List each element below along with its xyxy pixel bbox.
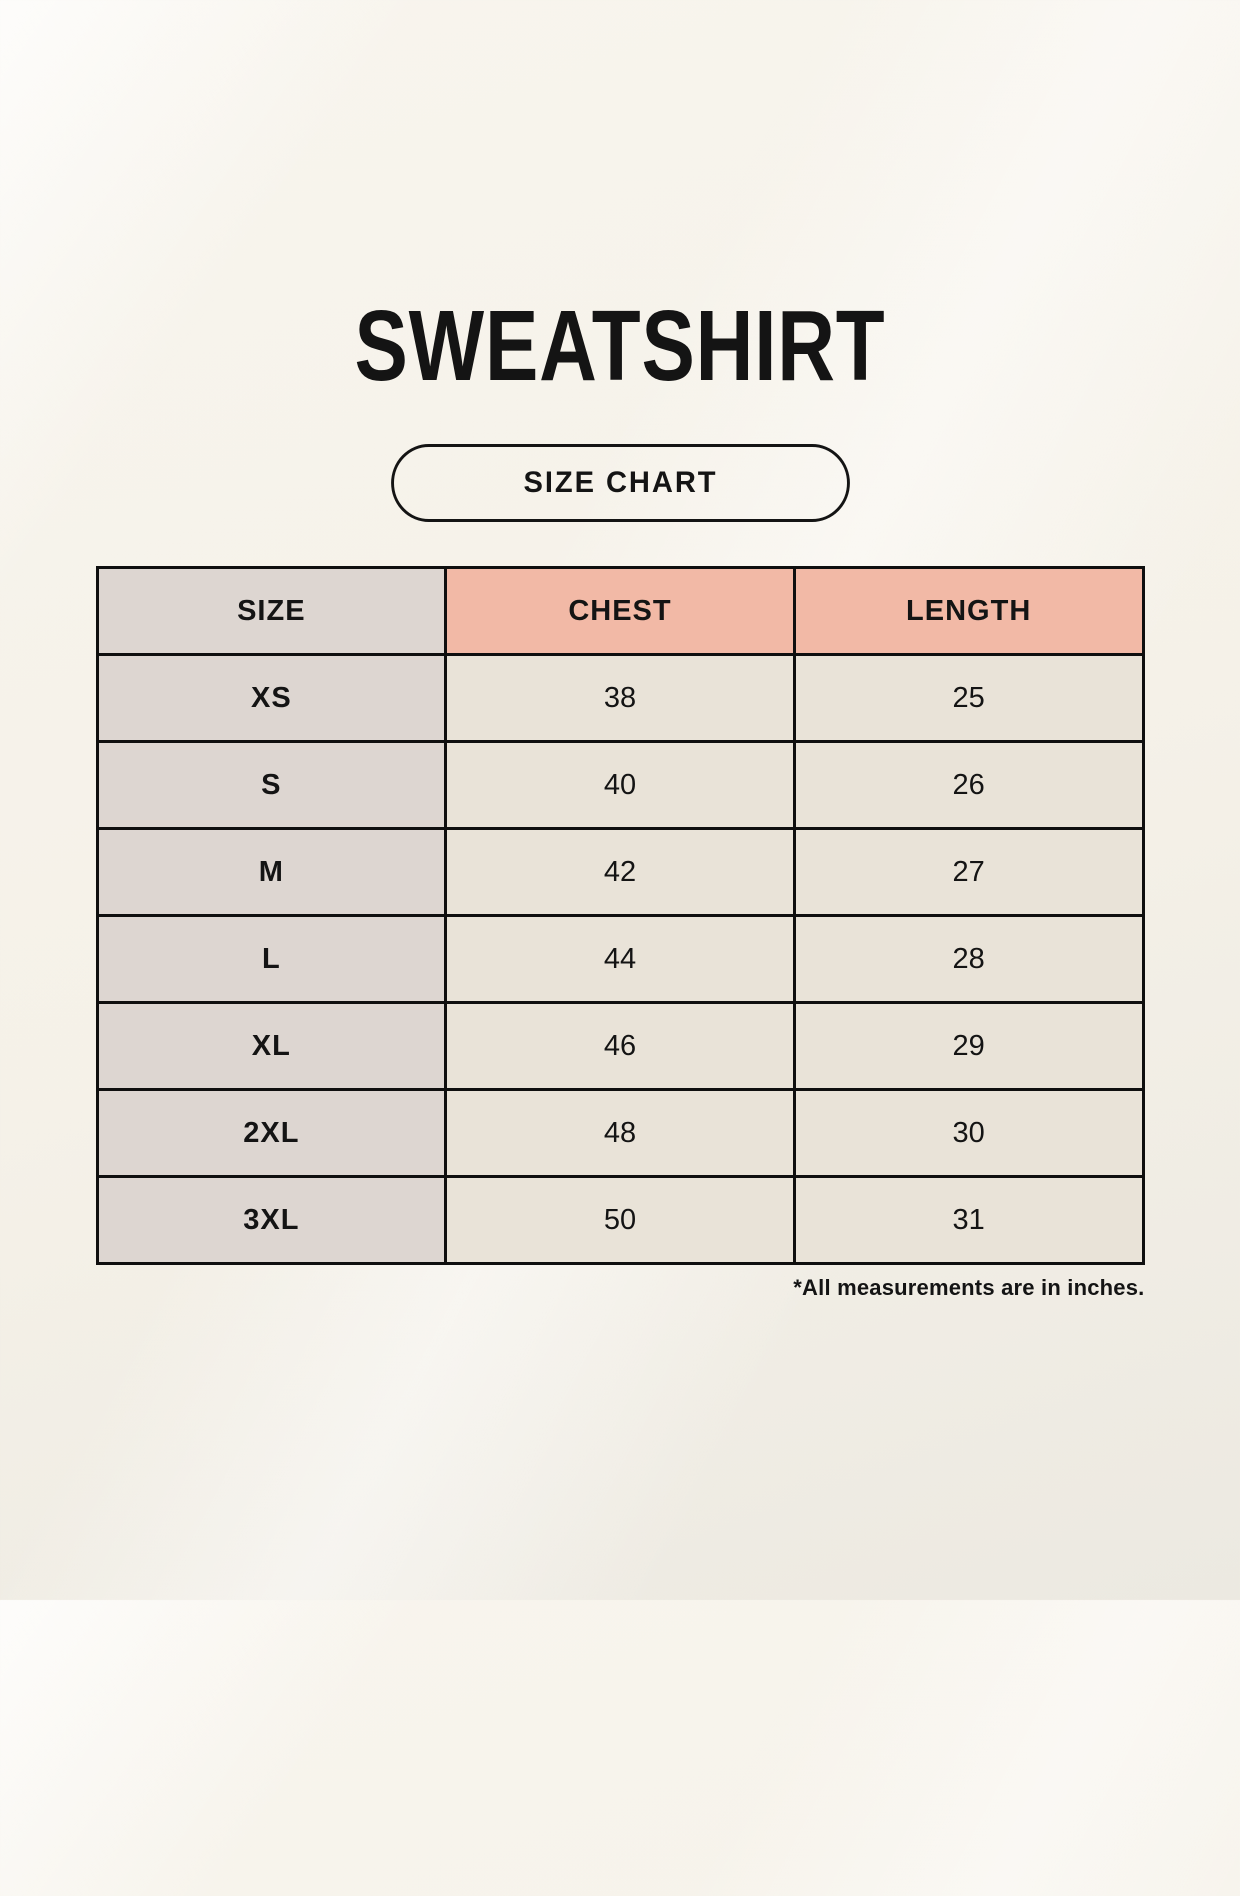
column-header-chest: CHEST xyxy=(446,568,795,655)
size-label: 3XL xyxy=(97,1177,446,1264)
table-row xyxy=(97,655,1143,742)
length-value: 25 xyxy=(794,655,1143,742)
table-row xyxy=(97,742,1143,829)
size-chart-table xyxy=(96,566,1145,1265)
length-value: 28 xyxy=(794,916,1143,1003)
length-value: 30 xyxy=(794,1090,1143,1177)
chest-value: 42 xyxy=(446,829,795,916)
table-header-row xyxy=(97,568,1143,655)
measurements-footnote: *All measurements are in inches. xyxy=(793,1275,1145,1300)
length-value: 27 xyxy=(794,829,1143,916)
length-value: 31 xyxy=(794,1177,1143,1264)
page-title: SWEATSHIRT xyxy=(354,290,886,402)
size-label: XL xyxy=(97,1003,446,1090)
table-row xyxy=(97,1003,1143,1090)
table-row xyxy=(97,1177,1143,1264)
chest-value: 48 xyxy=(446,1090,795,1177)
size-label: XS xyxy=(97,655,446,742)
table-row xyxy=(97,1090,1143,1177)
table-row xyxy=(97,916,1143,1003)
size-chart-button-label: SIZE CHART xyxy=(523,466,717,499)
chest-value: 50 xyxy=(446,1177,795,1264)
chest-value: 40 xyxy=(446,742,795,829)
size-chart-button[interactable] xyxy=(391,444,850,522)
size-label: L xyxy=(97,916,446,1003)
size-label: S xyxy=(97,742,446,829)
length-value: 26 xyxy=(794,742,1143,829)
size-chart-table-container xyxy=(96,566,1145,1265)
chest-value: 46 xyxy=(446,1003,795,1090)
column-header-size: SIZE xyxy=(97,568,446,655)
size-label: M xyxy=(97,829,446,916)
table-row xyxy=(97,829,1143,916)
size-label: 2XL xyxy=(97,1090,446,1177)
chest-value: 38 xyxy=(446,655,795,742)
column-header-length: LENGTH xyxy=(794,568,1143,655)
length-value: 29 xyxy=(794,1003,1143,1090)
chest-value: 44 xyxy=(446,916,795,1003)
